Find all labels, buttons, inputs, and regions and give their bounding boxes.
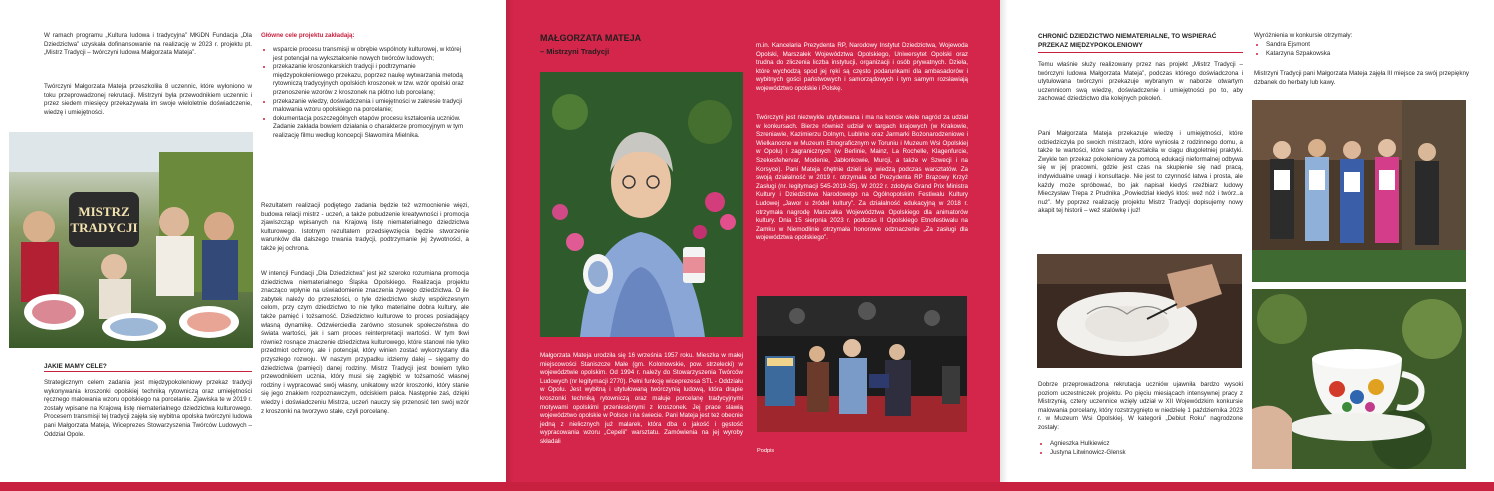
intro-paragraph: W ramach programu „Kultura ludowa i tradycyjna” MKiDN Fundacja „Dla Dziedzictwa” uzyskała dofinansowanie na realizację w 2023 r. projektu pt. „Mistrz Tradycji – twórczyni ludowa Małgorzata Mateja”. — [44, 32, 252, 57]
strategic-goal-paragraph: Strategicznym celem zadania jest międzypokoleniowy przekaz tradycji wykonywania kroszonki opolskiej techniką rytowniczą oraz umiejętności ręcznego malowania wzoru opolskiego na porcelanie. Zjawiska te w 2019 r. zostały wpisane na Krajową listę niematerialnego dziedzictwa kulturowego. Procesem transmisji tej tradycji zajęła się wybitna opolska twórczyni ludowa pani Małgorzata Mateja, Wiceprezes Stowarzyszenia Twórców Ludowych – Oddział Opole. — [44, 379, 252, 438]
goals-heading: Główne cele projektu zakładają: — [261, 32, 355, 39]
biography-paragraph: Małgorzata Mateja urodziła się 16 września 1957 roku. Mieszka w małej miejscowości Staniszcze Małe (gm. Kolonowskie, pow. strzelecki) w województwie opolskim. Od 1994 r. należy do Stowarzyszenia Twórców Ludowych (nr legitymacji 2770). Pełni funkcję wiceprezesa STL - Oddziału w Opolu. Jest wybitną i utytułowaną twórczynią ludową, która drapie kroszonki techniką rytowniczą oraz maluje porcelanę tradycyjnymi motywami opolskimi przeniesionymi z kroszonek. Jej prace slawią województwo opolskie w Polsce i na świecie. Pani Mateja jest też obecnie jedną z nielicznych już malarek, która dba o jakość i gęstość wypracowania wzoru „Cepelii” warsztatu. Zamówienia na jej wyroby składali — [540, 352, 743, 445]
heading-rule — [44, 371, 252, 372]
project-purpose-paragraph: Temu właśnie służy realizowany przez nas projekt „Mistrz Tradycji – twórczyni ludowa Małgorzata Mateja”, podczas którego doświadczona i utytułowana twórczyni przekazuje wybranym w naborze otwartym uczennicom swą wiedzę, doświadczenie i umiejętności po to, aby zachować dziedzictwo dla kolejnych pokoleń. — [1038, 61, 1243, 103]
knowledge-transfer-paragraph: Pani Małgorzata Mateja przekazuje wiedzę i umiejętności, które odziedziczyła po swoich mistrzach, które wyniosła z rodzinnego domu, a także te wartości, które sama wykształciła w ciągu długoletniej praktyki. Zwykle ten przekaz pokoleniowy za pomocą edukacji nieformalnej odbywa się w jej pracowni, gdzie jest czas na skupienie się nad pracą, indywidualne uwagi i konsultacje. Nie jest to czynność łatwa i prosta, ale każdy może spróbować, bo jak napisał kiedyś rzeźbiarz ludowy Mieczysław Trepa z Prudnika „Powiedział kiedyś ktoś: weź nóż i twórz..a nuż”. My poprzez realizację projektu Mistrz Tradycji dopisujemy nowy akapit tej historii – weź stalówkę i już! — [1038, 130, 1243, 215]
distinctions-heading: Wyróżnienia w konkursie otrzymały: — [1254, 32, 1353, 39]
distinction-list-item: • Katarzyna Szpakowska — [1266, 50, 1466, 59]
bottom-band — [0, 482, 1494, 491]
painting-plate-photo — [1037, 254, 1242, 368]
sign-text-line1: MISTRZ — [78, 204, 130, 219]
award-ceremony-photo — [757, 296, 967, 432]
page-middle — [506, 0, 1000, 491]
winner-list-item: • Agnieszka Hulkiewicz — [1050, 440, 1240, 449]
page-fold-shadow — [506, 0, 514, 491]
portrait-photo — [540, 72, 743, 337]
right-heading-line2: PRZEKAZ MIĘDZYPOKOLENIOWY — [1038, 42, 1143, 49]
goals-list-item: • wsparcie procesu transmisji w obrębie wspólnoty kulturowej, w której jest potencjał na wykształcenie nowych twórców ludowych; — [273, 46, 469, 63]
photo-caption: Podpis — [757, 447, 775, 454]
winner-list-item: • Justyna Litwinowicz-Glensk — [1050, 449, 1240, 458]
goals-list — [261, 46, 469, 141]
goals-list-item: • dokumentacja poszczególnych etapów procesu kształcenia uczniów. Zadanie zakłada bowiem działania o charakterze promocyjnym w tym realizację filmu według koncepcji Sławomira Mielnika. — [273, 115, 469, 141]
page-fold-shadow — [1000, 0, 1008, 491]
right-heading-line1: CHRONIĆ DZIEDZICTWO NIEMATERIALNE, TO WSPIERAĆ — [1038, 33, 1217, 40]
sign-text-line2: TRADYCJI — [70, 220, 138, 235]
results-paragraph: Rezultatem realizacji podjętego zadania będzie też wzmocnienie więzi, budowa relacji mistrz - uczeń, a także pobudzenie kreatywności i promocja zjawiszcząp wpisanych na Krajową listę niematerialnego dziedzictwa kulturowego. Istotnym rezultatem przedsięwzięcia będzie stworzenie warunków dla dalszego trwania tradycji, podtrzymanie jej żywotności, a także jej ochrona. — [261, 202, 469, 252]
awards-paragraph: Twórczyni jest niezwykle utytułowana i ma na koncie wiele nagród za udział w konkursach. Bierze również udział w targach krajowych (w Krakowie, Szreniawie, Kazimierzu Dolnym, Lublinie oraz Jarmarki Bożonarodzeniowe i Wielkanocne w Muzeum Etnograficznym w Toruniu i Muzeum Wsi Opolskiej w Opolu) i zagranicznych (w Berlinie, Mainz, La Rochelle, Klagenfurcie, Szekesfehervar, Modenie, Jabłonkowie, Murcji, a także w Szwecji i na Korsyce). Pani Mateja chętnie dzieli się wiedzą podczas warsztatów. Za swoją działalność w 2019 r. otrzymała od Prezydenta RP Brązowy Krzyż Zasługi (nr. legitymacji 545-2019-35). W 2022 r. zdobyła Grand Prix Ministra Kultury i Dziedzictwa Narodowego na Ogólnopolskim Festiwalu Kultury Ludowej „Jawor u źródeł kultury”. Za działalność edukacyjną w 2018 r. otrzymała nagrodę Marszałka Województwa Opolskiego dla animatorów kultury. Dnia 15 sierpnia 2023 r. podczas II Opolskiego Etnofestiwalu na Zamku w Niemodlinie otrzymała honorowe odznaczenie „Za zasługi dla województwa opolskiego”. — [756, 114, 968, 242]
heading-rule — [1038, 52, 1243, 53]
goals-list-item: • przekazanie kroszonkarskich tradycji i podtrzymanie międzypokoleniowego przekazu, poprzez naukę wytwarzania metodą rytowniczą tradycyjnych opolskich kroszonek w tzw. wzór opolski oraz przenoszenie wzorów z kroszonek na płótno lub porcelanę; — [273, 63, 469, 97]
section-heading-goals: JAKIE MAMY CELE? — [44, 363, 107, 370]
diplomas-group-photo — [1252, 100, 1466, 282]
goals-list-item: • przekazanie wiedzy, doświadczenia i umiejętności w zakresie tradycji malowania wzoru opolskiego na porcelanie; — [273, 98, 469, 115]
distinctions-list — [1254, 41, 1466, 58]
page-title: MAŁGORZATA MATEJA — [540, 33, 642, 43]
trainees-paragraph: Twórczyni Małgorzata Mateja przeszkoliła 8 uczennic, które wyłoniono w toku przeprowadzonej rekrutacji. Mistrzyni była przewodnikiem uczennic i przez siedem miesięcy przekazywała im swoje wieloletnie doświadczenie, wiedzę i umiejętności. — [44, 83, 252, 116]
foundation-intent-paragraph: W intencji Fundacji „Dla Dziedzictwa” jest jeż szeroko rozumiana promocja dziedzictwa niematerialnego Śląska Opolskiego. Realizacja projektu znacząco wpłynie na uświadomienie znaczenia żywego dziedzictwa. O ile zabytek należy do przeszłości, o tyle dziedzictwo służy współczesnym celom, przy czym dziedzictwo to nie tylko materialne dobra kultury, ale także pamięć i tożsamość. Dziedzictwo kulturowe to proces posiadający własną dynamikę. Odzwierciedla zarówno stosunek społeczeństwa do świata wartości, jak i sam proces reinterpretacji wartości. W tym tkwi również rosnące znaczenie dziedzictwa kulturowego, które stanowi nie tylko przedmiot ochrony, ale i potencjał, który winien zostać wykorzystany dla przyszłego rozwoju. W naszym przypadku idziemy dalej – sięgamy do dziedzictwa (pamięci) danej rodziny. Mistrz Tradycji jest bowiem tylko przewodnikiem ucznia, który musi się zagłębić w tożsamość własnej rodziny i wypracować swój własny, unikatowy wzór kroszonki, który stanie się jego znakiem rozpoznawczym, odciskiem palca. Następnie zaś, dzięki wiedzy i doświadczeniu Mistrza, uczeń nauczy się przenosić ten swój wzór z kroszonki na tworzywo stałe, czyli porcelanę. — [261, 270, 469, 415]
recruitment-paragraph: Dobrze przeprowadzona rekrutacja uczniów ujawniła bardzo wysoki poziom uczestniczek projektu. Po pięciu miesiącach intensywnej pracy z Mistrzynią, cztery uczennice wzięły udział w XII Wojewódzkim konkursie malowania porcelany, który rozstrzygnięto w niedzielę 1 października 2023 r. w Muzeum Wsi Opolskiej. W kategorii „Debiut Roku” nagrodzone zostały: — [1038, 381, 1243, 431]
page-subtitle: – Mistrzyni Tradycji — [540, 47, 610, 56]
orders-paragraph: m.in. Kancelaria Prezydenta RP, Narodowy Instytut Dziedzictwa, Wojewoda Opolski, Marszałek Województwa Opolskiego, Uniwersytet Opolski oraz trudna do zliczenia liczba instytucji, organizacji i osób prywatnych. Dzieła, które wychodzą spod jej ręki są często podarunkami dla ambasadorów i wybitnych gości państwowych i samorządowych i tym samym rozsławiają województwo opolskie i Polskę. — [756, 42, 968, 92]
distinction-list-item: • Sandra Ejsmont — [1266, 41, 1466, 50]
porcelain-cup-photo — [1252, 289, 1466, 469]
page-left — [0, 0, 506, 491]
page-right — [1000, 0, 1494, 491]
debut-winners-list — [1038, 440, 1240, 457]
workshop-photo — [9, 132, 253, 348]
third-place-paragraph: Mistrzyni Tradycji pani Małgorzata Mateja zajęła III miejsce za swój przepiękny dzbanek do herbaty lub kawy. — [1254, 70, 1469, 86]
